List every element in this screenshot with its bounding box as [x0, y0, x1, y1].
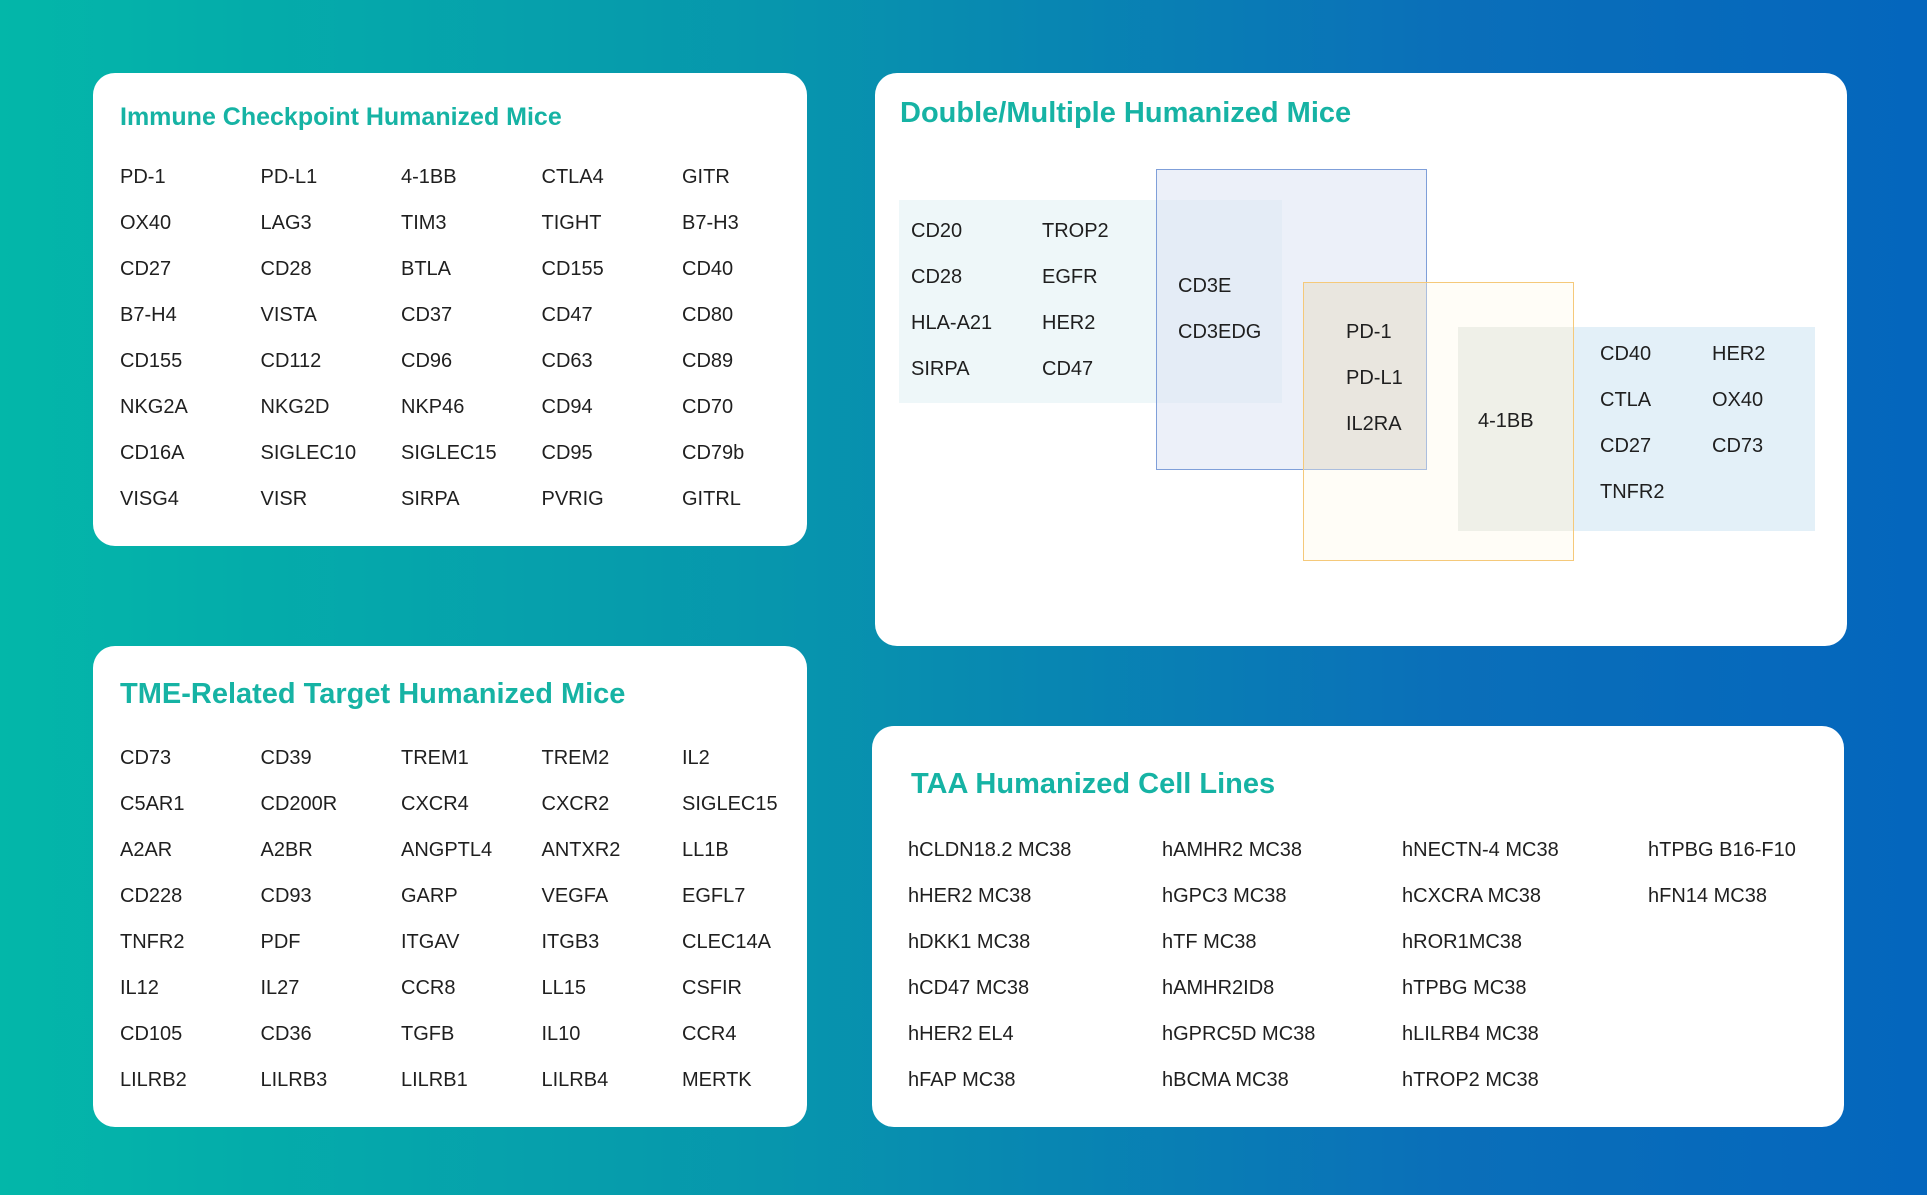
target-item: CD36 [260, 1023, 312, 1045]
target-item: CD89 [682, 350, 734, 372]
venn-target-label: CD3E [1178, 275, 1232, 297]
cell-line-item: hDKK1 MC38 [908, 931, 1031, 953]
target-item: C5AR1 [120, 793, 185, 815]
venn-target-label: CD73 [1712, 435, 1764, 457]
target-item: CLEC14A [682, 931, 771, 953]
target-item: IL27 [260, 977, 300, 999]
target-item: ITGB3 [541, 931, 600, 953]
cell-line-item: hTPBG MC38 [1402, 977, 1527, 999]
cell-line-item: hFN14 MC38 [1648, 885, 1767, 907]
target-item: CD93 [260, 885, 312, 907]
target-item: ANTXR2 [541, 839, 621, 861]
target-item: TGFB [401, 1023, 455, 1045]
cell-line-item [1648, 919, 1848, 965]
venn-target-label: SIRPA [911, 358, 970, 380]
target-item: VEGFA [541, 885, 609, 907]
venn-target-label: PD-L1 [1346, 367, 1403, 389]
target-item: CD39 [260, 747, 312, 769]
target-item: VISTA [260, 304, 317, 326]
target-item: CD37 [401, 304, 453, 326]
venn-target-label: CD47 [1042, 358, 1094, 380]
venn-target-label: IL2RA [1346, 413, 1402, 435]
target-item: B7-H4 [120, 304, 177, 326]
taa-cell-lines-title: TAA Humanized Cell Lines [911, 768, 1276, 800]
venn-target-label: TNFR2 [1600, 481, 1665, 503]
cell-line-item: hCD47 MC38 [908, 977, 1030, 999]
target-item: CD73 [120, 747, 172, 769]
target-item: TIM3 [401, 212, 447, 234]
target-item: CD27 [120, 258, 172, 280]
cell-line-item: hAMHR2ID8 [1162, 977, 1275, 999]
target-item: CD228 [120, 885, 183, 907]
target-item: LILRB1 [401, 1069, 468, 1091]
venn-target-label: OX40 [1712, 389, 1764, 411]
target-item: CD79b [682, 442, 745, 464]
target-item: GITR [682, 166, 730, 188]
target-item: LL15 [541, 977, 586, 999]
cell-line-item: hCLDN18.2 MC38 [908, 839, 1072, 861]
target-item: CD40 [682, 258, 734, 280]
target-item: TNFR2 [120, 931, 185, 953]
venn-target-label: HLA-A21 [911, 312, 993, 334]
target-item: TIGHT [541, 212, 602, 234]
target-item: VISR [260, 488, 308, 510]
cell-line-item: hTF MC38 [1162, 931, 1257, 953]
target-item: CD155 [120, 350, 183, 372]
venn-target-label: TROP2 [1042, 220, 1109, 242]
venn-target-label: PD-1 [1346, 321, 1392, 343]
target-item: CCR8 [401, 977, 456, 999]
target-item: EGFL7 [682, 885, 746, 907]
target-item: GITRL [682, 488, 741, 510]
target-item: MERTK [682, 1069, 752, 1091]
target-item: A2AR [120, 839, 173, 861]
target-item: NKG2A [120, 396, 188, 418]
tme-related-title: TME-Related Target Humanized Mice [120, 678, 626, 710]
target-item: CD96 [401, 350, 453, 372]
cell-line-item: hGPRC5D MC38 [1162, 1023, 1316, 1045]
target-item: LAG3 [260, 212, 312, 234]
cell-line-item: hHER2 EL4 [908, 1023, 1014, 1045]
target-item: SIRPA [401, 488, 460, 510]
target-item: LILRB4 [541, 1069, 609, 1091]
venn-target-label: CD28 [911, 266, 963, 288]
cell-line-item [1648, 1011, 1848, 1057]
cell-line-item: hBCMA MC38 [1162, 1069, 1289, 1091]
cell-line-item: hNECTN-4 MC38 [1402, 839, 1559, 861]
immune-checkpoint-title: Immune Checkpoint Humanized Mice [120, 103, 562, 131]
target-item: TREM2 [541, 747, 610, 769]
target-item: PD-1 [120, 166, 166, 188]
4-1bb-label: 4-1BB [1478, 410, 1534, 432]
target-item: SIGLEC10 [260, 442, 357, 464]
cell-line-item: hAMHR2 MC38 [1162, 839, 1303, 861]
target-item: CD200R [260, 793, 338, 815]
target-item: SIGLEC15 [682, 793, 778, 815]
target-item: CD105 [120, 1023, 183, 1045]
cell-line-item: hHER2 MC38 [908, 885, 1032, 907]
target-item: B7-H3 [682, 212, 739, 234]
cell-line-item: hGPC3 MC38 [1162, 885, 1287, 907]
target-item: 4-1BB [401, 166, 457, 188]
cell-line-item: hLILRB4 MC38 [1402, 1023, 1539, 1045]
target-item: GARP [401, 885, 458, 907]
target-item: IL2 [682, 747, 710, 769]
cell-line-item: hFAP MC38 [908, 1069, 1016, 1091]
target-item: CD80 [682, 304, 734, 326]
target-item: LL1B [682, 839, 729, 861]
target-item: OX40 [120, 212, 172, 234]
venn-target-label: CD20 [911, 220, 963, 242]
target-item: CD28 [260, 258, 312, 280]
target-item: A2BR [260, 839, 313, 861]
target-item: CXCR2 [541, 793, 610, 815]
tme-related-grid [120, 735, 823, 1103]
cell-line-item: hCXCRA MC38 [1402, 885, 1541, 907]
venn-target-label: CTLA [1600, 389, 1652, 411]
target-item: CD112 [260, 350, 322, 372]
target-item: LILRB2 [120, 1069, 187, 1091]
target-item: CXCR4 [401, 793, 469, 815]
target-item: CD16A [120, 442, 185, 464]
target-item: NKG2D [260, 396, 330, 418]
venn-target-label: HER2 [1712, 343, 1766, 365]
cell-line-item [1648, 1057, 1848, 1103]
cell-line-item: hTPBG B16-F10 [1648, 839, 1796, 861]
target-item: PVRIG [541, 488, 604, 510]
target-item: CD155 [541, 258, 604, 280]
target-item: CSFIR [682, 977, 742, 999]
target-item: PD-L1 [260, 166, 318, 188]
target-item: VISG4 [120, 488, 179, 510]
venn-target-label: EGFR [1042, 266, 1098, 288]
target-item: CD94 [541, 396, 593, 418]
venn-target-label: CD3EDG [1178, 321, 1262, 343]
target-item: IL12 [120, 977, 159, 999]
target-item: ANGPTL4 [401, 839, 493, 861]
venn-target-label: HER2 [1042, 312, 1096, 334]
target-item: IL10 [541, 1023, 581, 1045]
target-item: CD95 [541, 442, 593, 464]
double-multiple-card [875, 73, 1847, 646]
target-item: CCR4 [682, 1023, 737, 1045]
target-item: ITGAV [401, 931, 460, 953]
target-item: NKP46 [401, 396, 465, 418]
target-item: BTLA [401, 258, 452, 280]
target-item: TREM1 [401, 747, 469, 769]
target-item: CD47 [541, 304, 593, 326]
target-item: CD63 [541, 350, 593, 372]
immune-checkpoint-grid [120, 154, 823, 522]
cell-line-item: hROR1MC38 [1402, 931, 1523, 953]
cell-line-item [1648, 965, 1848, 1011]
cell-line-item: hTROP2 MC38 [1402, 1069, 1539, 1091]
target-item: PDF [260, 931, 301, 953]
target-item: CTLA4 [541, 166, 604, 188]
taa-cell-lines-grid [908, 827, 1848, 1103]
double-multiple-title: Double/Multiple Humanized Mice [900, 97, 1352, 129]
target-item: CD70 [682, 396, 734, 418]
venn-target-label: CD27 [1600, 435, 1652, 457]
target-item: LILRB3 [260, 1069, 328, 1091]
target-item: SIGLEC15 [401, 442, 497, 464]
venn-target-label: CD40 [1600, 343, 1652, 365]
